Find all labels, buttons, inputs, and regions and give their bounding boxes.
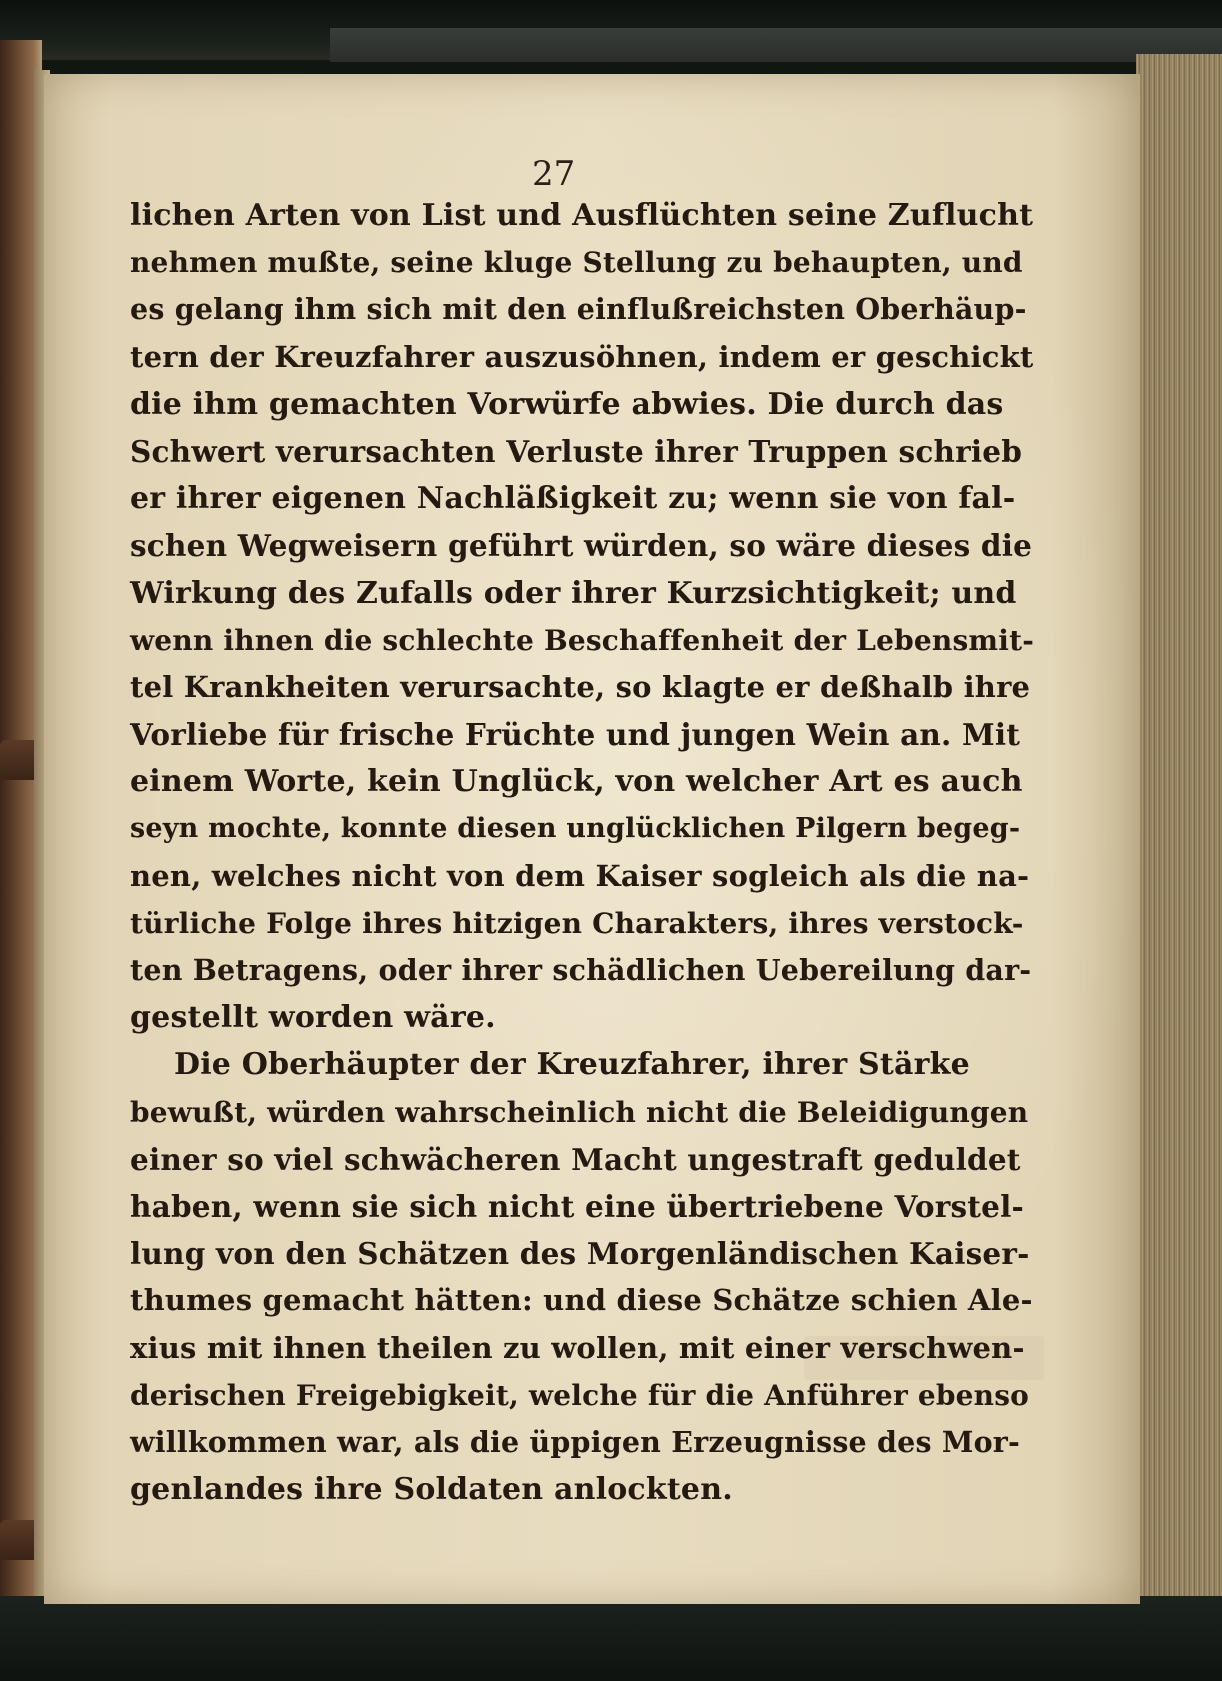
bottom-cloth-background bbox=[0, 1596, 1222, 1681]
body-text bbox=[130, 192, 1034, 1513]
text-line: gestellt worden wäre. bbox=[130, 1000, 496, 1036]
text-line: lichen Arten von List und Ausflüchten seine Zuflucht bbox=[130, 198, 1034, 233]
text-line: bewußt, würden wahrscheinlich nicht die Beleidigungen bbox=[130, 1095, 1029, 1129]
text-line: einer so viel schwächeren Macht ungestraft geduldet bbox=[130, 1141, 1021, 1177]
book-page bbox=[44, 74, 1140, 1604]
paragraph-start-line: Die Oberhäupter der Kreuzfahrer, ihrer Stärke bbox=[174, 1047, 970, 1083]
text-line: die ihm gemachten Vorwürfe abwies. Die durch das bbox=[130, 386, 1004, 422]
text-line: haben, wenn sie sich nicht eine übertriebene Vorstel- bbox=[130, 1188, 1024, 1224]
text-line: xius mit ihnen theilen zu wollen, mit einer verschwen- bbox=[130, 1330, 1025, 1365]
binding-strap bbox=[330, 28, 1222, 62]
text-line: thumes gemacht hätten: und diese Schätze schien Ale- bbox=[130, 1283, 1033, 1318]
top-cloth-background bbox=[0, 0, 1222, 60]
text-line: er ihrer eigenen Nachläßigkeit zu; wenn sie von fal- bbox=[130, 481, 1016, 517]
page-stack-edge bbox=[1136, 54, 1222, 1634]
text-line: seyn mochte, konnte diesen unglücklichen Pilgern begeg- bbox=[130, 813, 1021, 845]
text-line: nehmen mußte, seine kluge Stellung zu behaupten, und bbox=[130, 246, 1023, 280]
text-line: türliche Folge ihres hitzigen Charakters, ihres verstock- bbox=[130, 906, 1024, 940]
text-line: derischen Freigebigkeit, welche für die Anführer ebenso bbox=[130, 1378, 1030, 1412]
text-line: lung von den Schätzen des Morgenländischen Kaiser- bbox=[130, 1236, 1030, 1272]
text-line: tel Krankheiten verursachte, so klagte er deßhalb ihre bbox=[130, 669, 1031, 704]
text-line: ten Betragens, oder ihrer schädlichen Uebereilung dar- bbox=[130, 953, 1032, 987]
text-line: genlandes ihre Soldaten anlockten. bbox=[130, 1472, 733, 1508]
text-line: Wirkung des Zufalls oder ihrer Kurzsichtigkeit; und bbox=[130, 575, 1017, 611]
text-line: wenn ihnen die schlechte Beschaffenheit der Lebensmit- bbox=[130, 623, 1035, 657]
text-line: nen, welches nicht von dem Kaiser sogleich als die na- bbox=[130, 858, 1030, 893]
text-line: tern der Kreuzfahrer auszusöhnen, indem er geschickt bbox=[130, 339, 1034, 374]
text-line: Schwert verursachten Verluste ihrer Truppen schrieb bbox=[130, 433, 1023, 469]
text-line: willkommen war, als die üppigen Erzeugnisse des Mor- bbox=[130, 1424, 1021, 1459]
text-line: es gelang ihm sich mit den einflußreichsten Oberhäup- bbox=[130, 292, 1027, 327]
text-line: einem Worte, kein Unglück, von welcher Art es auch bbox=[130, 764, 1023, 800]
text-line: Vorliebe für frische Früchte und jungen Wein an. Mit bbox=[130, 717, 1021, 753]
text-line: schen Wegweisern geführt würden, so wäre dieses die bbox=[130, 528, 1033, 564]
page-number: 27 bbox=[532, 154, 576, 194]
